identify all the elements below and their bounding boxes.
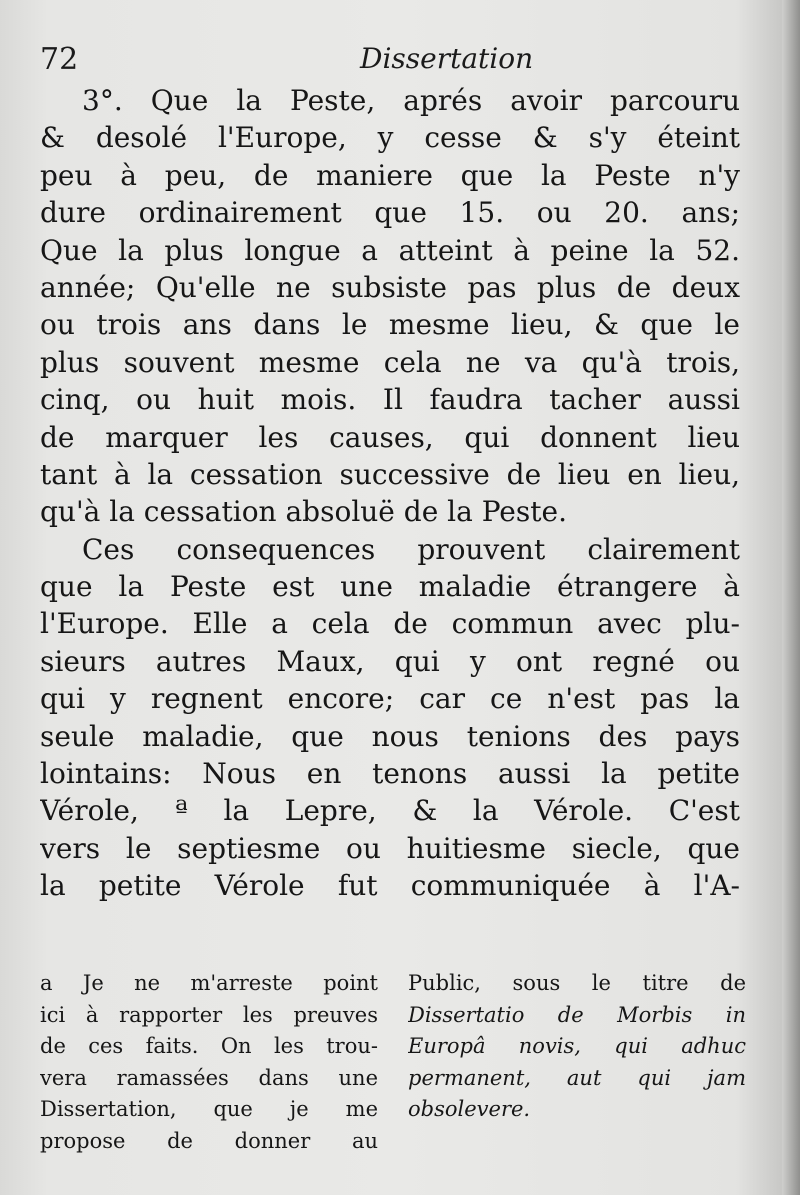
body-text <box>40 82 740 905</box>
text-line: qu'à la cessation absoluë de la Peste. <box>40 495 567 529</box>
page-edge-shadow <box>782 0 800 1195</box>
text-line: ou trois ans dans le mesme lieu, & que le <box>40 308 740 342</box>
footnote-line: vera ramassées dans une <box>40 1065 378 1090</box>
text-line: qui y regnent encore; car ce n'est pas la <box>40 682 740 716</box>
text-line: sieurs autres Maux, qui y ont regné ou <box>40 644 740 678</box>
footnote-line: ici à rapporter les preuves <box>40 1002 378 1027</box>
text-line: que la Peste est une maladie étrangere à <box>40 570 740 604</box>
footnote <box>40 968 746 1168</box>
text-line: dure ordinairement que 15. ou 20. ans; <box>40 196 740 230</box>
text-line: tant à la cessation successive de lieu en lieu, <box>40 457 740 491</box>
text-line: vers le septiesme ou huitiesme siecle, que <box>40 831 740 865</box>
text-line: & desolé l'Europe, y cesse & s'y éteint <box>40 121 740 155</box>
footnote-line: a Je ne m'arreste point <box>40 971 378 995</box>
footnote-line: Public, sous le titre de <box>408 971 746 995</box>
footnote-line-italic: Dissertatio de Morbis in <box>408 1002 746 1027</box>
footnote-line: de ces faits. On les trou- <box>40 1034 378 1058</box>
footnote-line-italic: permanent, aut qui jam <box>408 1065 746 1090</box>
text-line: peu à peu, de maniere que la Peste n'y <box>40 158 740 192</box>
text-line: Ces consequences prouvent clairement <box>82 532 740 566</box>
text-line: 3°. Que la Peste, aprés avoir parcouru <box>82 84 740 117</box>
text-line: lointains: Nous en tenons aussi la petite <box>40 757 740 791</box>
footnote-line: propose de donner au <box>40 1128 378 1153</box>
text-line: la petite Vérole fut communiquée à l'A- <box>40 869 740 903</box>
footnote-line-italic: Europâ novis, qui adhuc <box>408 1034 746 1058</box>
text-line: année; Qu'elle ne subsiste pas plus de deux <box>40 270 740 304</box>
footnote-right-column <box>408 968 746 1126</box>
text-line: cinq, ou huit mois. Il faudra tacher aussi <box>40 383 740 417</box>
text-line: plus souvent mesme cela ne va qu'à trois, <box>40 345 740 379</box>
running-head: Dissertation <box>360 42 534 75</box>
text-line: seule maladie, que nous tenions des pays <box>40 719 740 753</box>
text-line: Vérole, ª la Lepre, & la Vérole. C'est <box>40 794 740 828</box>
text-line: l'Europe. Elle a cela de commun avec plu- <box>40 607 740 641</box>
footnote-line-italic: obsolevere. <box>408 1097 531 1121</box>
page-header <box>40 40 760 80</box>
footnote-left-column <box>40 968 378 1157</box>
text-line: de marquer les causes, qui donnent lieu <box>40 420 740 454</box>
text-line: Que la plus longue a atteint à peine la 52. <box>40 233 740 267</box>
footnote-line: Dissertation, que je me <box>40 1097 378 1121</box>
page-number: 72 <box>40 42 79 77</box>
